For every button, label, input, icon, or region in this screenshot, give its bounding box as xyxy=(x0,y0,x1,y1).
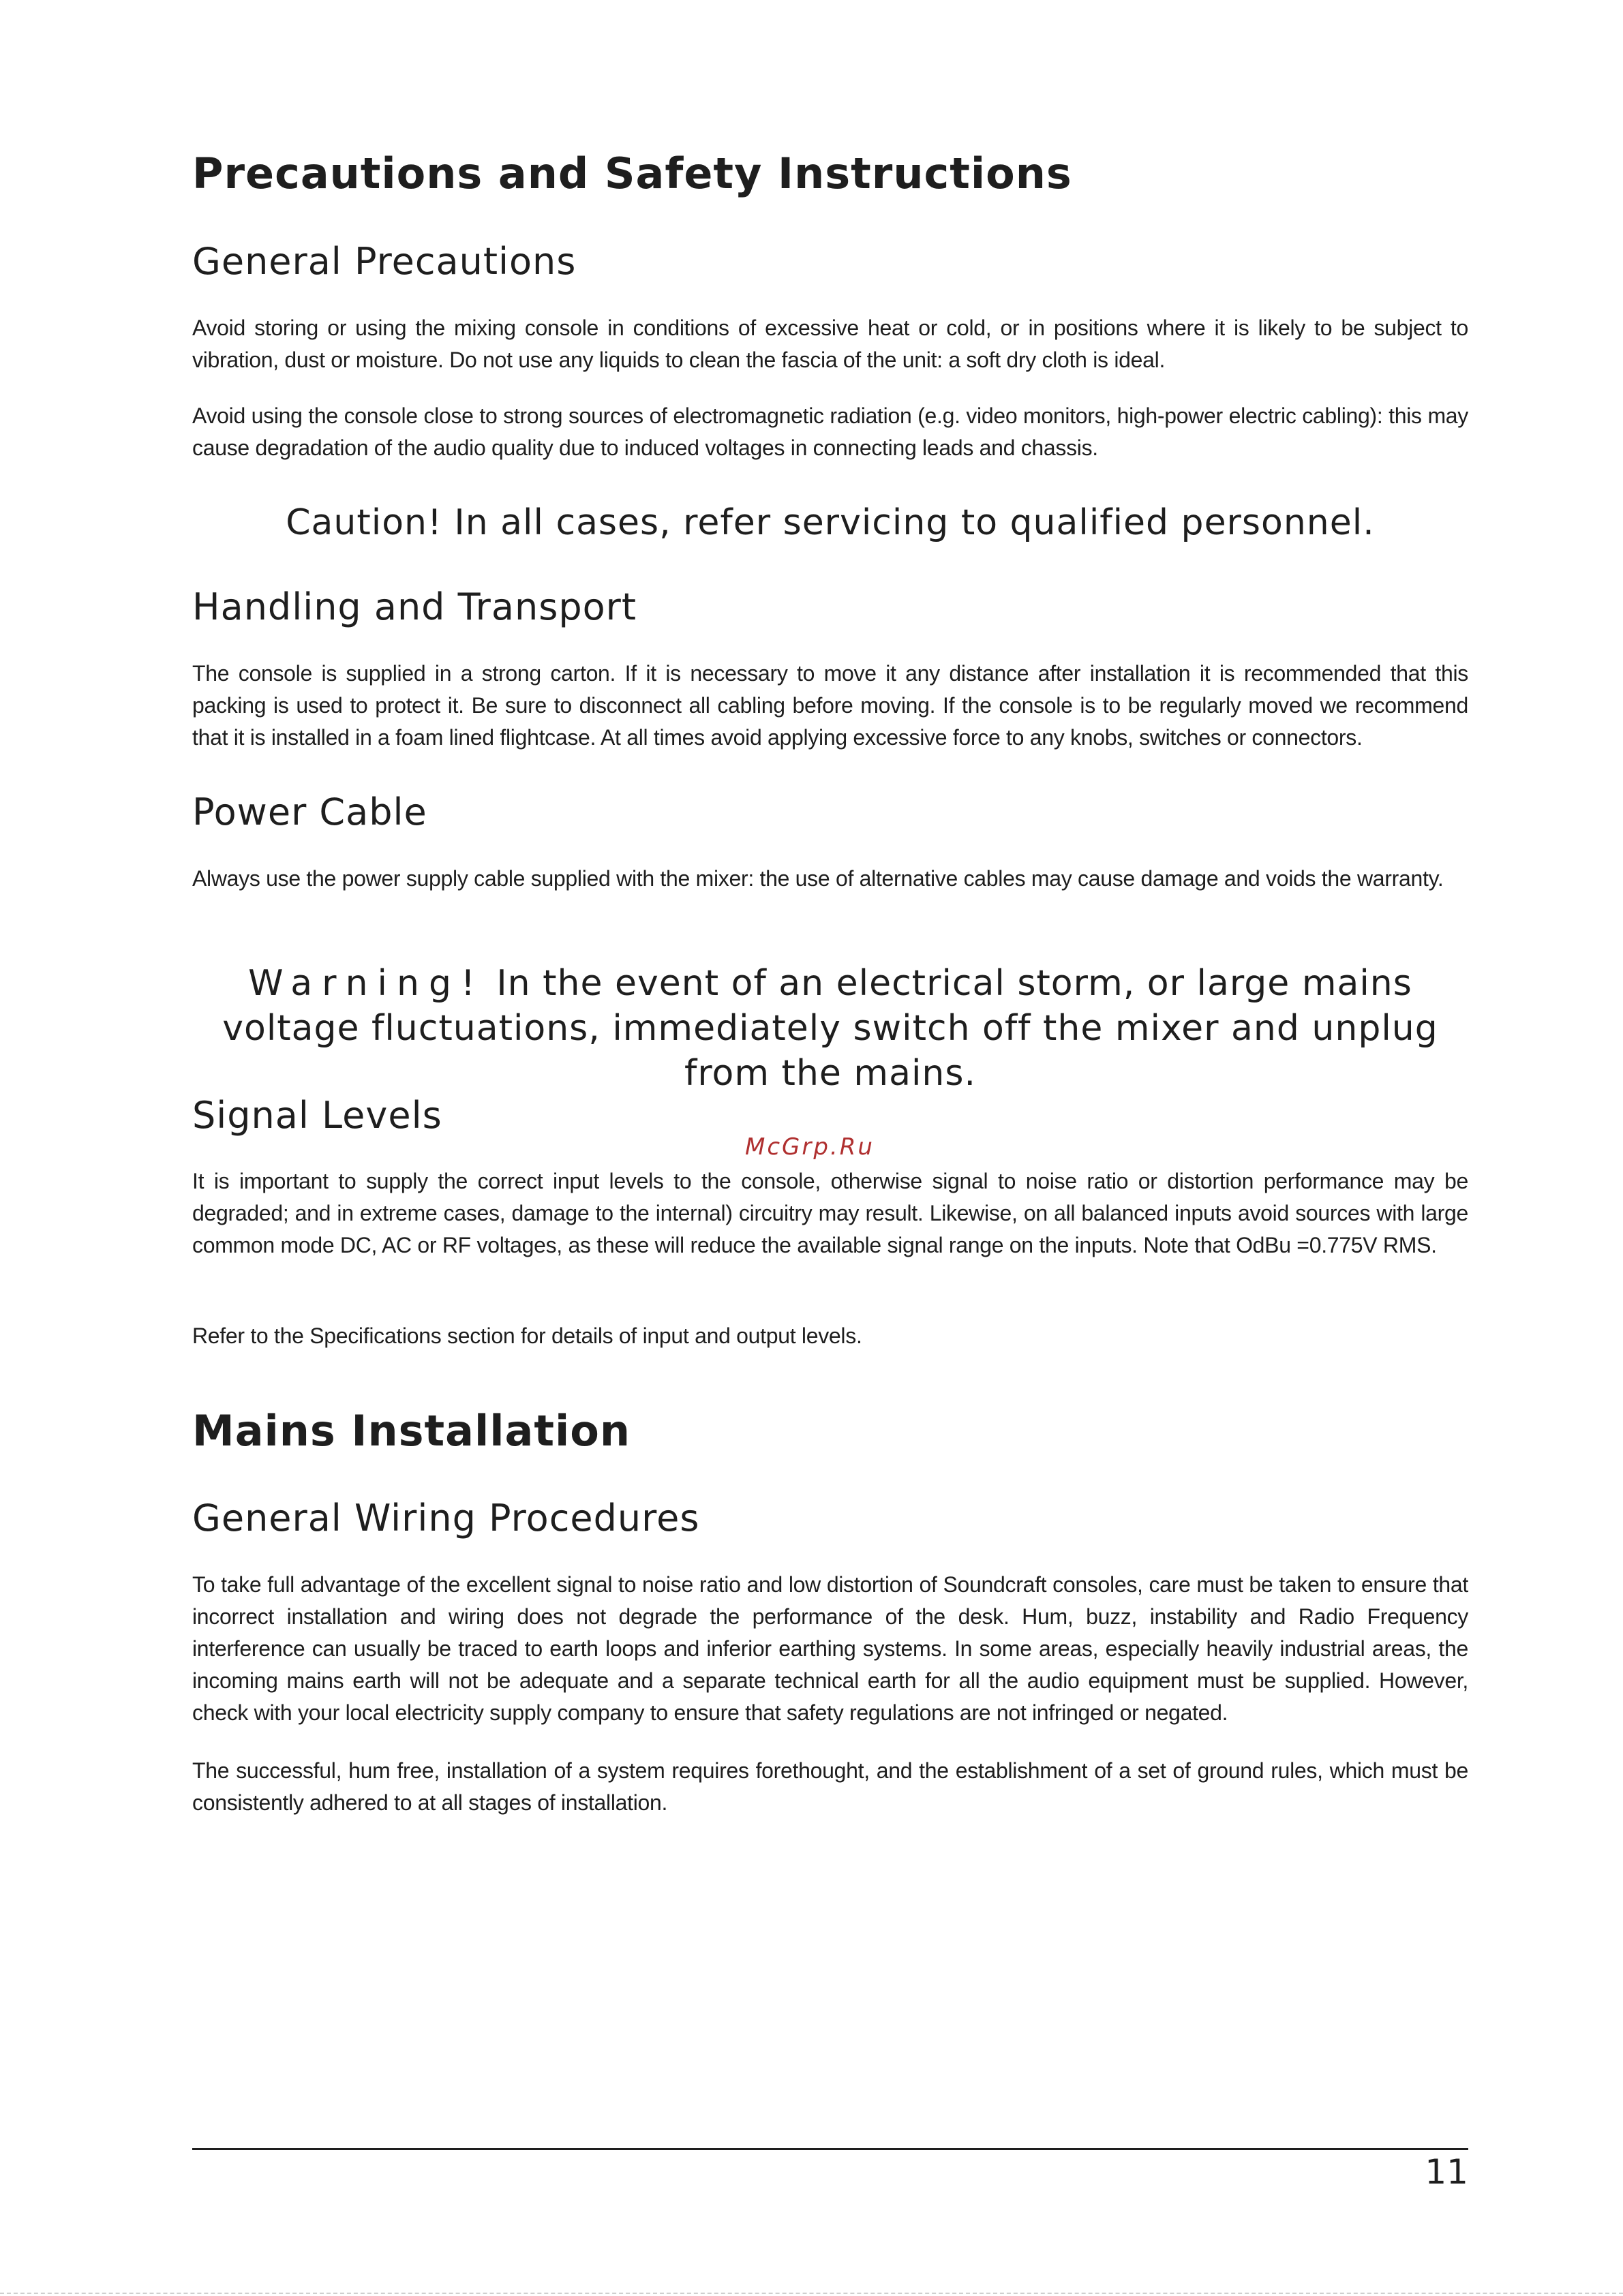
wiring-paragraph-2: The successful, hum free, installation of a system requires forethought, and the establishment of a set of ground rules, which must be consistently adhered to at all stages of installation. xyxy=(192,1758,1468,1815)
wiring-heading: General Wiring Procedures xyxy=(192,1497,700,1540)
power-cable-paragraph: Always use the power supply cable supplied with the mixer: the use of alternative cables may cause damage and voids the warranty. xyxy=(192,866,1444,891)
caution-callout: Caution! In all cases, refer servicing to qualified personnel. xyxy=(286,502,1375,543)
watermark: McGrp.Ru xyxy=(745,1133,875,1161)
warning-label: Warning! xyxy=(248,963,485,1004)
precautions-title: Precautions and Safety Instructions xyxy=(192,149,1072,198)
general-precautions-heading: General Precautions xyxy=(192,240,577,283)
general-precautions-paragraph-2: Avoid using the console close to strong sources of electromagnetic radiation (e.g. video monitors, high-power electric cabling): this may cause degradation of the audio quality due to induced voltages in connecting leads and chassis. xyxy=(192,403,1468,460)
general-precautions-paragraph-1: Avoid storing or using the mixing console in conditions of excessive heat or cold, or in positions where it is likely to be subject to vibration, dust or moisture. Do not use any liquids to clean the fascia of the unit: a soft dry cloth is ideal. xyxy=(192,316,1468,372)
power-cable-heading: Power Cable xyxy=(192,791,427,833)
mains-installation-title: Mains Installation xyxy=(192,1406,631,1456)
wiring-paragraph-1: To take full advantage of the excellent signal to noise ratio and low distortion of Soundcraft consoles, care must be taken to ensure that incorrect installation and wiring does not degrade the performance of the desk. Hum, buzz, instability and Radio Frequency interference can usually be traced to earth loops and inferior earthing systems. In some areas, especially heavily industrial areas, the incoming mains earth will not be adequate and a separate technical earth for all the audio equipment must be supplied. However, check with your local electricity supply company to ensure that safety regulations are not infringed or negated. xyxy=(192,1572,1468,1725)
page-number: 11 xyxy=(1425,2152,1468,2192)
footer-divider xyxy=(192,2148,1468,2150)
signal-levels-paragraph-2: Refer to the Specifications section for details of input and output levels. xyxy=(192,1323,862,1348)
warning-callout xyxy=(192,961,1468,1096)
signal-levels-paragraph-1: It is important to supply the correct input levels to the console, otherwise signal to noise ratio or distortion performance may be degraded; and in extreme cases, damage to the internal) circuitry may result. Likewise, on all balanced inputs avoid sources with large common mode DC, AC or RF voltages, as these will reduce the available signal range on the inputs. Note that OdBu =0.775V RMS. xyxy=(192,1169,1468,1257)
handling-heading: Handling and Transport xyxy=(192,585,637,628)
warning-text: In the event of an electrical storm, or large mains voltage fluctuations, immediately switch off the mixer and unplug from the mains. xyxy=(222,963,1438,1094)
signal-levels-heading: Signal Levels xyxy=(192,1094,442,1137)
handling-paragraph: The console is supplied in a strong carton. If it is necessary to move it any distance after installation it is recommended that this packing is used to protect it. Be sure to disconnect all cabling before moving. If the console is to be regularly moved we recommend that it is installed in a foam lined flightcase. At all times avoid applying excessive force to any knobs, switches or connectors. xyxy=(192,661,1468,750)
page-bottom-edge xyxy=(0,2293,1623,2294)
